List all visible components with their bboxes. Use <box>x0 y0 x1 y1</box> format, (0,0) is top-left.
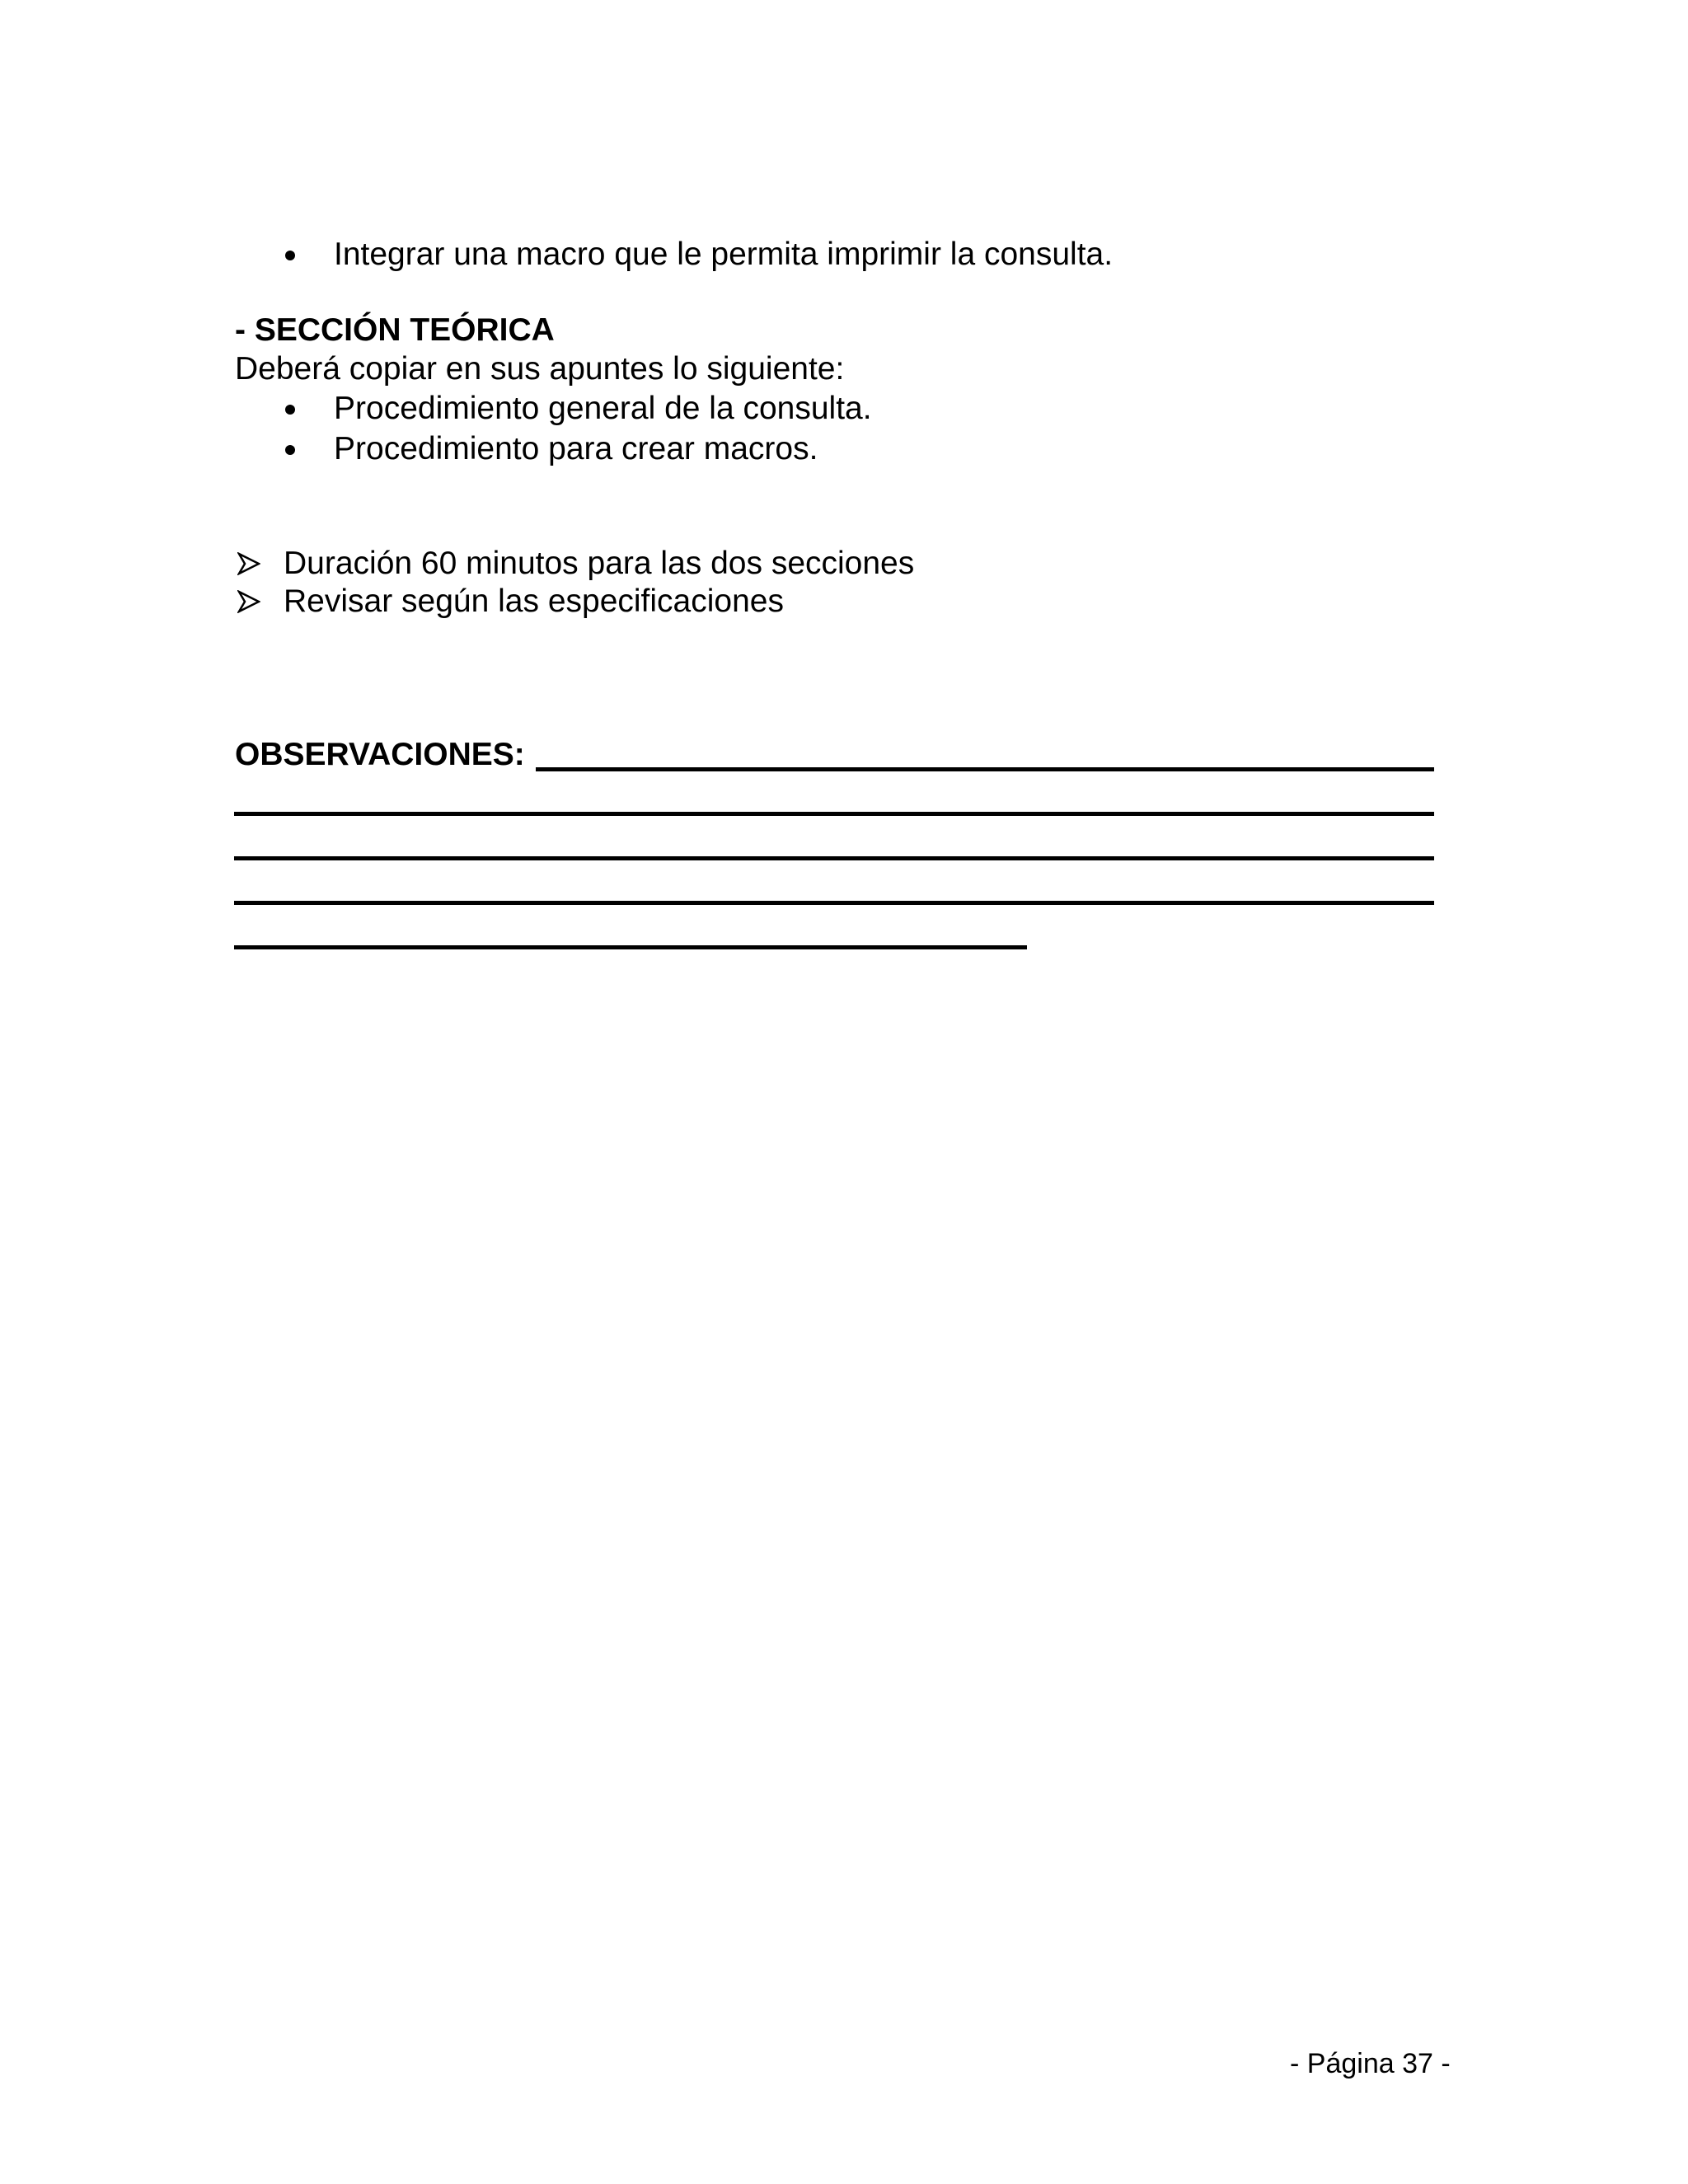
bullet-dot <box>285 405 295 415</box>
observaciones-label: OBSERVACIONES: <box>235 737 525 772</box>
observaciones-line[interactable] <box>234 901 1434 905</box>
bullet-dot <box>285 251 295 260</box>
section-heading: - SECCIÓN TEÓRICA <box>235 312 555 348</box>
arrow-bullet-icon <box>237 590 260 613</box>
section-intro: Deberá copiar en sus apuntes lo siguiente: <box>235 351 845 387</box>
observaciones-line[interactable] <box>234 945 1027 949</box>
observaciones-line[interactable] <box>234 812 1434 816</box>
teorica-bullet-item: Procedimiento general de la consulta. <box>334 391 872 426</box>
teorica-bullet-item: Procedimiento para crear macros. <box>334 431 818 466</box>
observaciones-line[interactable] <box>234 856 1434 860</box>
note-item: Duración 60 minutos para las dos secciones <box>284 546 915 581</box>
observaciones-line[interactable] <box>536 767 1434 771</box>
bullet-dot <box>285 445 295 455</box>
page-number: - Página 37 - <box>1290 2048 1451 2079</box>
note-item: Revisar según las especificaciones <box>284 583 784 619</box>
practica-bullet-item: Integrar una macro que le permita imprimir la consulta. <box>334 237 1114 272</box>
arrow-bullet-icon <box>237 552 260 575</box>
